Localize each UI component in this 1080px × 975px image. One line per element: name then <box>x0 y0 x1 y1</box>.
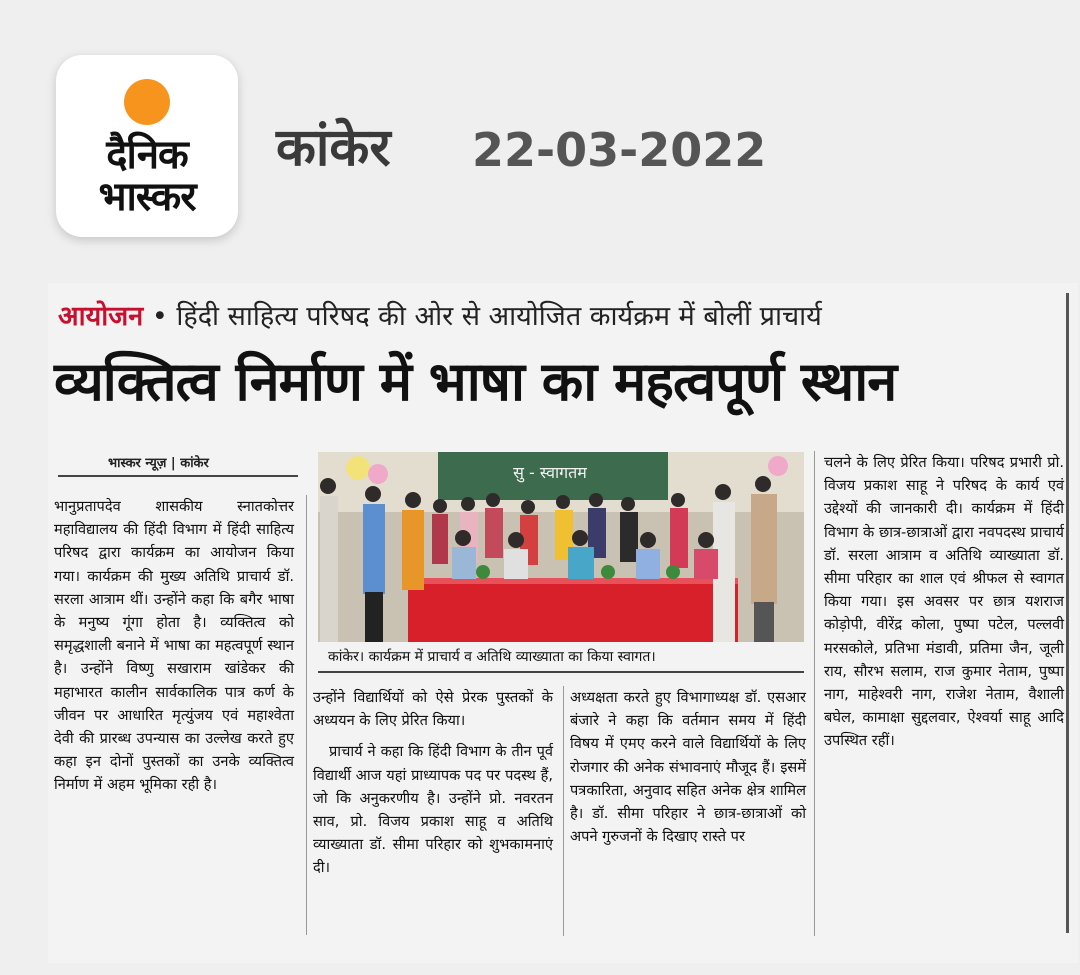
column-3-text: अध्यक्षता करते हुए विभागाध्यक्ष डॉ. एसआर बंजारे ने कहा कि वर्तमान समय में हिंदी विषय में एमए करने वाले विद्यार्थियों के लिए रोजगार की अनेक संभावनाएं मौजूद हैं। इसमें पत्रकारिता, अनुवाद सहित अनेक क्षेत्र शामिल है। डॉ. सीमा परिहार ने छात्र-छात्राओं को अपने गुरुजनों के दिखाए रास्ते पर <box>570 689 806 846</box>
article-column-3 <box>570 686 806 856</box>
kicker-text: हिंदी साहित्य परिषद की ओर से आयोजित कार्यक्रम में बोलीं प्राचार्य <box>176 301 822 332</box>
news-clipping <box>48 283 1078 963</box>
column-divider <box>814 451 815 936</box>
kicker <box>58 297 822 337</box>
column-4-text: चलने के लिए प्रेरित किया। परिषद प्रभारी प्रो. विजय प्रकाश साहू ने परिषद के कार्य एवं उद्देश्यों की जानकारी दी। कार्यक्रम में हिंदी विभाग के छात्र-छात्राओं द्वारा नवपदस्थ प्राचार्य डॉ. सरला आत्राम व अतिथि व्याख्याता डॉ. सीमा परिहार का शाल एवं श्रीफल से स्वागत किया गया। इस अवसर पर छात्र यशराज कोड़ोपी, वीरेंद्र कोला, पुष्पा पटेल, पल्लवी मरसकोले, प्रतिभा मंडावी, प्रतिमा जैन, जूली राय, सौरभ सलाम, राज कुमार नेताम, पुष्पा नाग, माहेश्वरी नाग, राजेश नेताम, वैशाली बघेल, कामाक्षा सुद्दलवार, ऐश्वर्या साहू आदि उपस्थित रहीं। <box>824 454 1064 750</box>
edition-date: 22-03-2022 <box>472 123 767 177</box>
article-column-1 <box>54 495 294 805</box>
byline-divider <box>58 475 298 477</box>
photo-caption: कांकेर। कार्यक्रम में प्राचार्य व अतिथि व्याख्याता का किया स्वागत। <box>318 645 804 673</box>
column-divider <box>306 495 307 935</box>
dainik-bhaskar-logo <box>56 55 238 237</box>
byline: भास्कर न्यूज़ | कांकेर <box>108 456 209 471</box>
logo-line1: दैनिक <box>106 131 188 178</box>
sun-icon <box>124 79 170 125</box>
board-text: सु - स्वागतम <box>513 463 587 482</box>
article-column-2 <box>313 686 553 888</box>
table-cloth <box>408 580 738 642</box>
column-2-paragraph-1: उन्होंने विद्यार्थियों को ऐसे प्रेरक पुस्तकों के अध्ययन के लिए प्रेरित किया। <box>313 689 553 730</box>
column-divider <box>563 686 564 936</box>
edition-city: कांकेर <box>276 118 391 178</box>
column-1-text: भानुप्रतापदेव शासकीय स्नातकोत्तर महाविद्यालय की हिंदी विभाग में हिंदी साहित्य परिषद द्वारा कार्यक्रम का आयोजन किया गया। कार्यक्रम की मुख्य अतिथि प्राचार्य डॉ. सरला आत्राम थीं। उन्होंने कहा कि बगैर भाषा के मनुष्य गूंगा होता है। व्यक्तित्व को समृद्धशाली बनाने में भाषा का महत्वपूर्ण स्थान है। उन्होंने विष्णु सखाराम खांडेकर की महाभारत कालीन सार्वकालिक पात्र कर्ण के जीवन पर आधारित मृत्युंजय एवं महाश्वेता देवी की प्रारब्ध उपन्यास का उल्लेख करते हुए कहा इन दोनों पुस्तकों का उनके व्यक्तित्व निर्माण में अहम भूमिका रही है। <box>54 498 294 794</box>
headline: व्यक्तित्व निर्माण में भाषा का महत्वपूर्ण स्थान <box>54 350 897 413</box>
kicker-label: आयोजन <box>58 301 144 332</box>
logo-line2: भास्कर <box>98 173 196 220</box>
kicker-separator: • <box>143 301 177 332</box>
column-2-paragraph-2: प्राचार्य ने कहा कि हिंदी विभाग के तीन पूर्व विद्यार्थी आज यहां प्राध्यापक पद पर पदस्थ हैं, जो कि अनुकरणीय है। उन्होंने प्रो. नवरतन साव, प्रो. विजय प्रकाश साहू व अतिथि व्याख्याता डॉ. सीमा परिहार को शुभकामनाएं दी। <box>313 743 553 877</box>
event-photo <box>318 452 804 642</box>
right-rule <box>1066 293 1069 933</box>
article-column-4 <box>824 451 1064 761</box>
